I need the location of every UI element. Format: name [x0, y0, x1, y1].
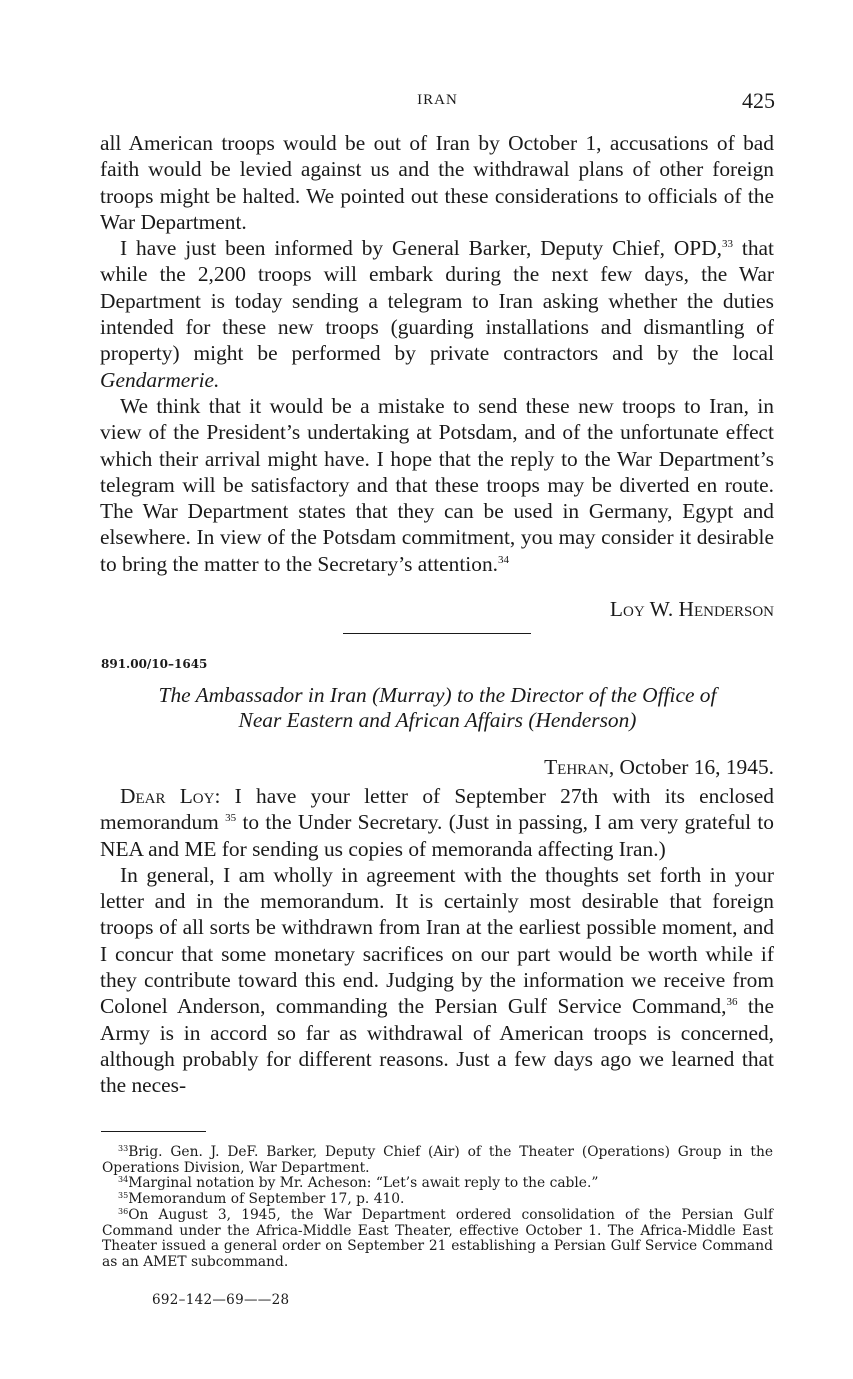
- italic-term: Gendarmerie.: [100, 367, 220, 392]
- memo-paragraph-text: that while the 2,200 troops will embark during the next few days, the War Department is today sending a telegram to Iran asking whether the duties intended for these new troops (guarding installations and dismantling of property) might be performed by private contractors and by the local: [100, 236, 774, 366]
- memo-paragraph-text: We think that it would be a mistake to send these new troops to Iran, in view of the President’s undertaking at Potsdam, and of the unfortunate effect which their arrival might have. I hope that the reply to the War Department’s telegram will be satisfactory and that these troops may be diverted en route. The War Department states that they can be used in Germany, Egypt and elsewhere. In view of the Potsdam commitment, you may consider it desirable to bring the matter to the Secretary’s attention.: [100, 393, 774, 576]
- file-number: 891.00/10–1645: [101, 657, 208, 671]
- letter-paragraph-text: : I have your letter of September 27th with its enclosed memorandum: [100, 784, 774, 835]
- footnote-number: 35: [118, 1191, 129, 1201]
- footnote-text: Brig. Gen. J. DeF. Barker, Deputy Chief (Air) of the Theater (Operations) Group in the Operations Division, War Department.: [102, 1144, 773, 1176]
- memo-body: [100, 130, 774, 577]
- footnote-divider: [101, 1131, 206, 1132]
- memo-paragraph-text: I have just been informed by General Barker, Deputy Chief, OPD,: [120, 236, 722, 261]
- dateline-date: , October 16, 1945.: [608, 755, 774, 779]
- footnote-ref: 36: [726, 996, 738, 1009]
- dateline-place: Tehran: [544, 755, 609, 779]
- document-title-line: Near Eastern and African Affairs (Henderson): [238, 708, 637, 732]
- document-title-line: The Ambassador in Iran (Murray) to the Director of the Office of: [158, 683, 717, 707]
- letter-paragraph-text: In general, I am wholly in agreement with the thoughts set forth in your letter and in the memorandum. It is certainly most desirable that foreign troops of all sorts be withdrawn from Iran at the earliest possible moment, and I concur that some monetary sacrifices on our part would be worth while if they contribute toward this end. Judging by the information we receive from Colonel Anderson, commanding the Persian Gulf Service Command,: [100, 862, 774, 1019]
- document-title: [100, 683, 775, 733]
- footnote-ref: 35: [225, 812, 237, 825]
- print-code: 692–142—69——28: [152, 1292, 290, 1308]
- footnotes: [102, 1145, 773, 1271]
- footnote-text: On August 3, 1945, the War Department ordered consolidation of the Persian Gulf Command under the Africa-Middle East Theater, effective October 1. The Africa-Middle East Theater issued a general order on September 21 establishing a Persian Gulf Service Command as an AMET subcommand.: [102, 1206, 773, 1270]
- signature: Loy W. Henderson: [609, 597, 774, 621]
- footnote-text: Marginal notation by Mr. Acheson: “Let’s await reply to the cable.”: [128, 1175, 599, 1192]
- running-head: [100, 88, 775, 114]
- memo-paragraph: [100, 130, 774, 235]
- memo-paragraph-text: all American troops would be out of Iran by October 1, accusations of bad faith would be levied against us and the withdrawal plans of other foreign troops might be halted. We pointed out these considerations to officials of the War Department.: [100, 131, 774, 234]
- letter-body: [100, 783, 774, 1099]
- footnote: [102, 1208, 773, 1271]
- section-divider: [343, 633, 531, 634]
- footnote-ref: 34: [497, 553, 509, 566]
- letter-paragraph: [100, 783, 774, 862]
- footnote-number: 33: [118, 1144, 129, 1153]
- salutation: Dear Loy: [120, 784, 215, 808]
- footnote: [102, 1176, 773, 1192]
- footnote: [102, 1192, 773, 1208]
- footnote-text: Memorandum of September 17, p. 410.: [128, 1191, 405, 1208]
- running-head-title: IRAN: [417, 92, 458, 108]
- footnote-number: 34: [118, 1175, 129, 1185]
- letter-paragraph-text: to the Under Secretary. (Just in passing, I am very grateful to NEA and ME for sending us copies of memoranda affecting Iran.): [100, 810, 774, 861]
- page-number: 425: [742, 88, 775, 113]
- footnote: [102, 1145, 773, 1176]
- memo-paragraph: [100, 235, 774, 393]
- footnote-number: 36: [118, 1206, 129, 1216]
- footnote-ref: 33: [722, 238, 733, 251]
- memo-paragraph: [100, 393, 774, 577]
- letter-paragraph-text: the Army is in accord so far as withdrawal of American troops is concerned, although probably for different reasons. Just a few days ago we learned that the neces-: [100, 994, 774, 1098]
- dateline: [544, 755, 774, 780]
- letter-paragraph: [100, 862, 774, 1099]
